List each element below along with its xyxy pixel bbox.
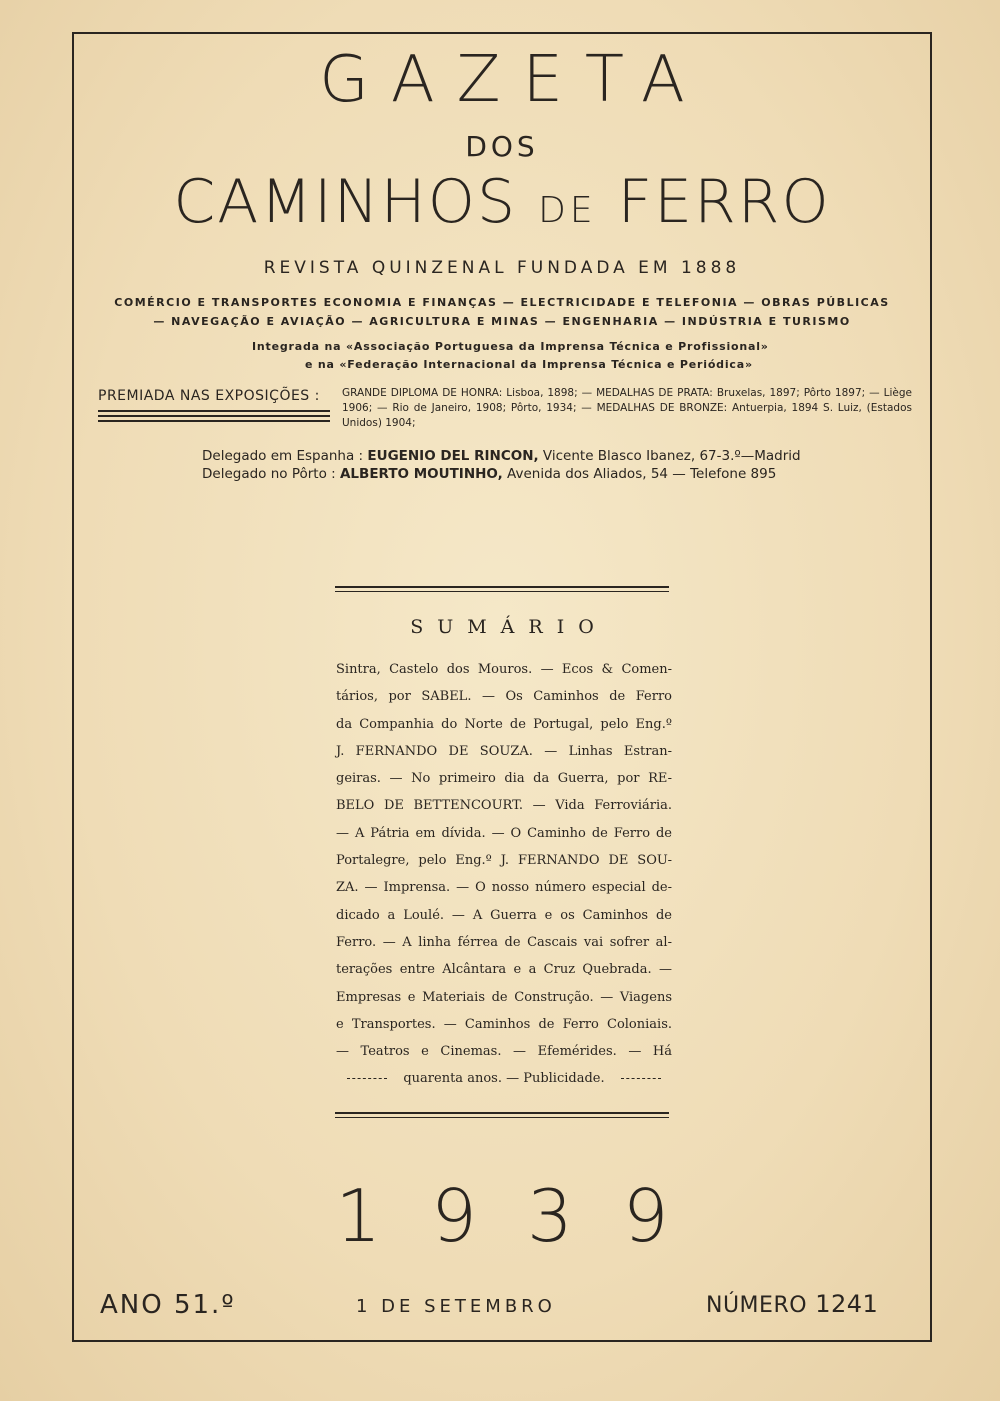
awards-text: GRANDE DIPLOMA DE HONRA: Lisboa, 1898; — MEDALHAS DE PRATA: Bruxelas, 1897; Pôrto 1897; — Liège 1906; — Rio de Janeiro, 1908; Pôrto, 1934; — MEDALHAS DE BRONZE: Antuerpia, 1894 S. Luiz, (Estados Unidos) 1904; [342,387,912,429]
summary-line: e Transportes. — Caminhos de Ferro Coloniais. [336,1016,672,1032]
summary-line: Portalegre, pelo Eng.º J. FERNANDO DE SOU- [336,853,672,869]
summary-line: da Companhia do Norte de Portugal, pelo Eng.º [336,716,672,732]
issue-number-label: NÚMERO [706,1293,808,1318]
summary-top-rule [335,586,669,594]
summary-line: Ferro. — A linha férrea de Cascais vai sofrer al- [336,934,672,950]
topics-line-2: — NAVEGAÇÃO E AVIAÇÃO — AGRICULTURA E MINAS — ENGENHARIA — INDÚSTRIA E TURISMO [153,315,851,328]
summary-line: Sintra, Castelo dos Mouros. — Ecos & Comen- [336,662,672,677]
delegate-porto [202,466,776,482]
integrada-line-2: e na «Federação Internacional da Imprensa Técnica e Periódica» [305,358,753,371]
issue-date: 1 DE SETEMBRO [356,1296,556,1317]
summary-line: Empresas e Materiais de Construção. — Viagens [336,989,672,1005]
summary-body [336,656,672,1093]
delegate-spain [202,448,801,464]
summary-line: — Teatros e Cinemas. — Efemérides. — Há [336,1044,672,1060]
masthead-title-gazeta: GAZETA [319,43,707,117]
summary-last-text: quarenta anos. — Publicidade. [403,1071,605,1087]
ornament-right [621,1078,661,1079]
masthead-subtitle: REVISTA QUINZENAL FUNDADA EM 1888 [263,258,741,278]
issue-number [706,1290,878,1318]
masthead-title-main [72,167,932,237]
delegate-spain-address: Vicente Blasco Ibanez, 67-3.º—Madrid [538,448,801,464]
summary-line: ZA. — Imprensa. — O nosso número especial de- [336,880,672,896]
delegate-spain-name: EUGENIO DEL RINCON, [367,448,539,464]
awards-rule [98,410,330,424]
masthead-title-dos: DOS [465,130,539,163]
summary-line: J. FERNANDO DE SOUZA. — Linhas Estran- [336,743,672,759]
delegate-porto-address: Avenida dos Aliados, 54 — Telefone 895 [502,466,777,482]
summary-line: dicado a Loulé. — A Guerra e os Caminhos de [336,907,672,923]
masthead-caminhos: CAMINHOS [173,167,518,237]
summary-line: tários, por SABEL. — Os Caminhos de Ferro [336,689,672,705]
delegate-spain-prefix: Delegado em Espanha : [202,448,368,464]
issue-year: 1939 [335,1174,719,1258]
issue-number-value: 1241 [815,1290,879,1318]
topics-line-1: COMÉRCIO E TRANSPORTES ECONOMIA E FINANÇAS — ELECTRICIDADE E TELEFONIA — OBRAS PÚBLICAS [114,296,890,309]
summary-line: terações entre Alcântara e a Cruz Quebrada. — [336,962,672,978]
awards-label: PREMIADA NAS EXPOSIÇÕES : [98,388,320,404]
delegate-porto-prefix: Delegado no Pôrto : [202,466,340,482]
masthead-ferro: FERRO [617,167,831,237]
issue-ano: ANO 51.º [100,1290,236,1320]
summary-line: BELO DE BETTENCOURT. — Vida Ferroviária. [336,798,672,814]
ornament-left [347,1078,387,1079]
delegate-porto-name: ALBERTO MOUTINHO, [339,466,503,482]
summary-heading: SUMÁRIO [410,616,608,638]
summary-line: geiras. — No primeiro dia da Guerra, por RE- [336,771,672,787]
summary-line: — A Pátria em dívida. — O Caminho de Ferro de [336,825,672,841]
masthead-de: DE [538,190,597,231]
integrada-line-1: Integrada na «Associação Portuguesa da Imprensa Técnica e Profissional» [252,340,769,353]
summary-last-line [336,1065,672,1092]
summary-bottom-rule [335,1112,669,1120]
